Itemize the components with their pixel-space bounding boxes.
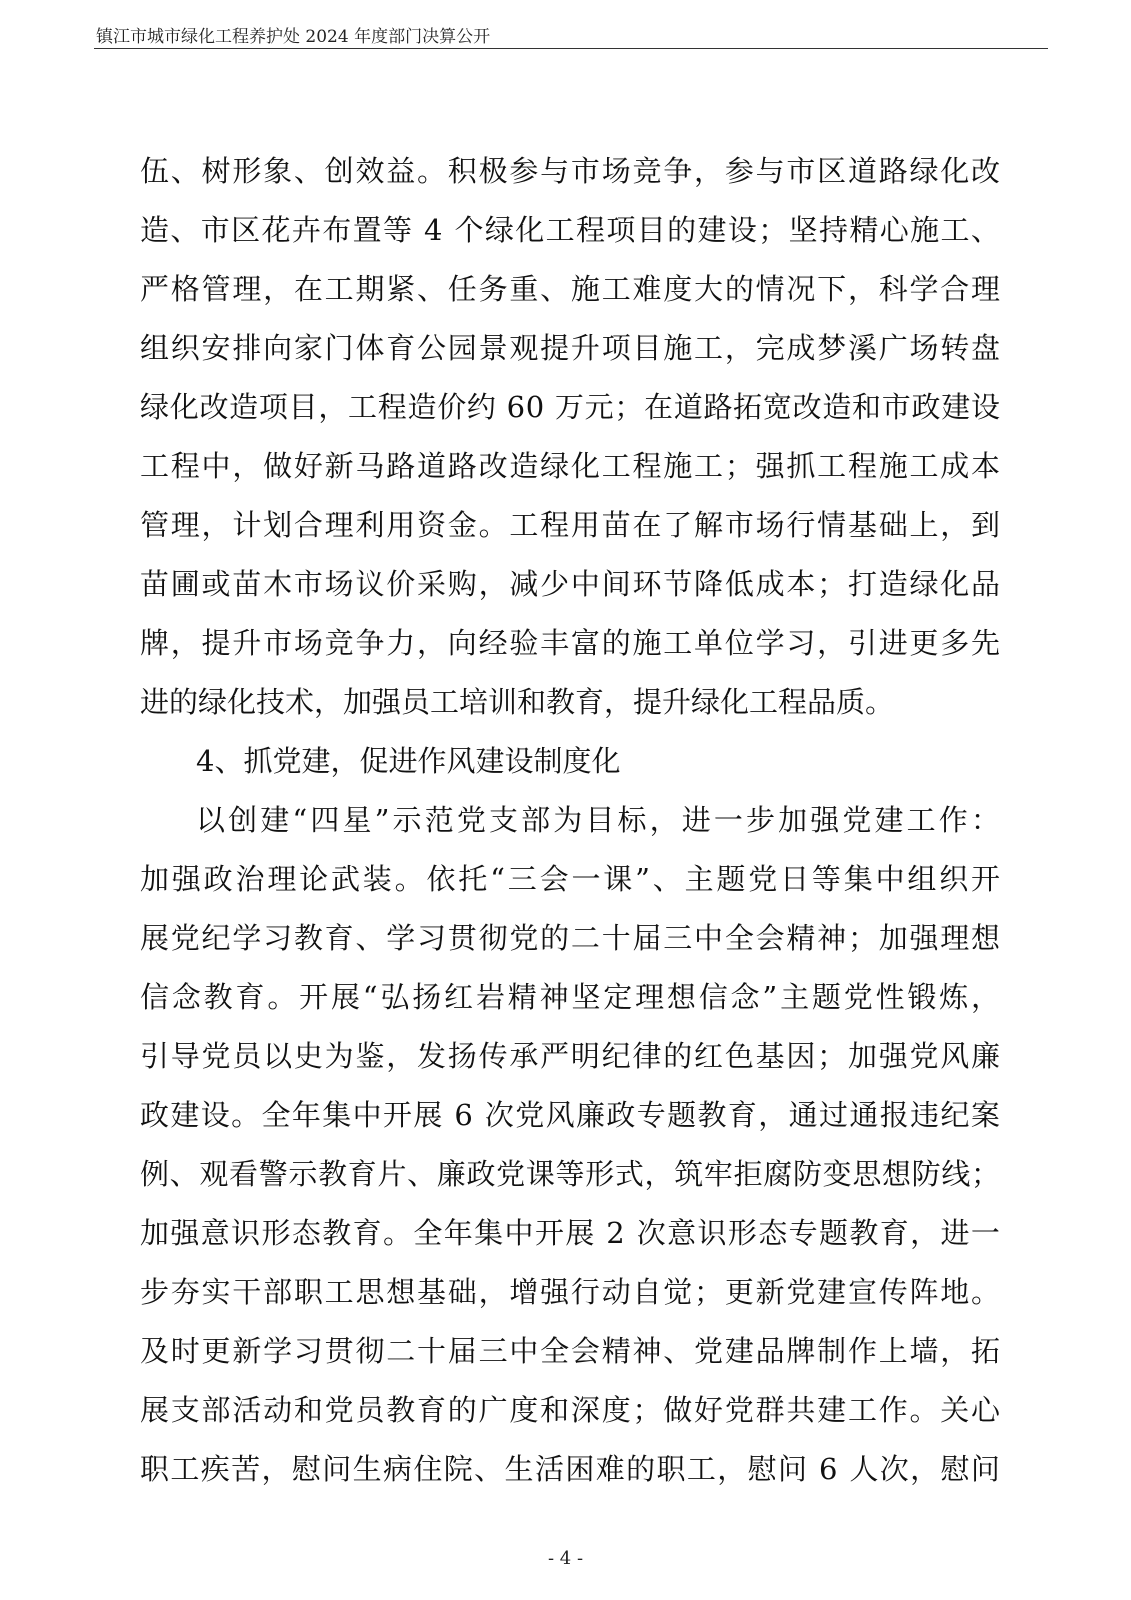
section-heading: 4、抓党建，促进作风建设制度化 xyxy=(196,744,621,778)
body-line: 展支部活动和党员教育的广度和深度；做好党群共建工作。关心 xyxy=(140,1393,1002,1427)
body-line: 严格管理，在工期紧、任务重、施工难度大的情况下，科学合理 xyxy=(140,272,1002,306)
body-line: 管理，计划合理利用资金。工程用苗在了解市场行情基础上，到 xyxy=(140,508,1002,542)
body-line: 及时更新学习贯彻二十届三中全会精神、党建品牌制作上墙，拓 xyxy=(140,1334,1002,1368)
body-line: 加强意识形态教育。全年集中开展 2 次意识形态专题教育，进一 xyxy=(140,1216,1002,1250)
body-line: 信念教育。开展“弘扬红岩精神坚定理想信念”主题党性锻炼， xyxy=(140,980,1003,1014)
body-line: 展党纪学习教育、学习贯彻党的二十届三中全会精神；加强理想 xyxy=(140,921,1002,955)
header-divider xyxy=(94,48,1048,49)
body-line: 组织安排向家门体育公园景观提升项目施工，完成梦溪广场转盘 xyxy=(140,331,1002,365)
body-line: 牌，提升市场竞争力，向经验丰富的施工单位学习，引进更多先 xyxy=(140,626,1002,660)
header-title: 镇江市城市绿化工程养护处 2024 年度部门决算公开 xyxy=(96,27,491,47)
body-line: 造、市区花卉布置等 4 个绿化工程项目的建设；坚持精心施工、 xyxy=(140,213,1002,247)
body-line: 伍、树形象、创效益。积极参与市场竞争，参与市区道路绿化改 xyxy=(140,154,1002,188)
body-line: 工程中，做好新马路道路改造绿化工程施工；强抓工程施工成本 xyxy=(140,449,1002,483)
body-line: 步夯实干部职工思想基础，增强行动自觉；更新党建宣传阵地。 xyxy=(140,1275,1002,1309)
page-number: - 4 - xyxy=(547,1548,584,1569)
body-line: 苗圃或苗木市场议价采购，减少中间环节降低成本；打造绿化品 xyxy=(140,567,1002,601)
body-line: 进的绿化技术，加强员工培训和教育，提升绿化工程品质。 xyxy=(140,685,895,719)
body-line: 绿化改造项目，工程造价约 60 万元；在道路拓宽改造和市政建设 xyxy=(140,390,1001,424)
body-line: 加强政治理论武装。依托“三会一课”、主题党日等集中组织开 xyxy=(140,862,1003,896)
body-line: 职工疾苦，慰问生病住院、生活困难的职工，慰问 6 人次，慰问 xyxy=(140,1452,1002,1486)
body-line: 引导党员以史为鉴，发扬传承严明纪律的红色基因；加强党风廉 xyxy=(140,1039,1002,1073)
body-line: 以创建“四星”示范党支部为目标，进一步加强党建工作： xyxy=(196,803,1004,837)
body-line: 政建设。全年集中开展 6 次党风廉政专题教育，通过通报违纪案 xyxy=(140,1098,1002,1132)
body-line: 例、观看警示教育片、廉政党课等形式，筑牢拒腐防变思想防线； xyxy=(140,1157,1001,1191)
